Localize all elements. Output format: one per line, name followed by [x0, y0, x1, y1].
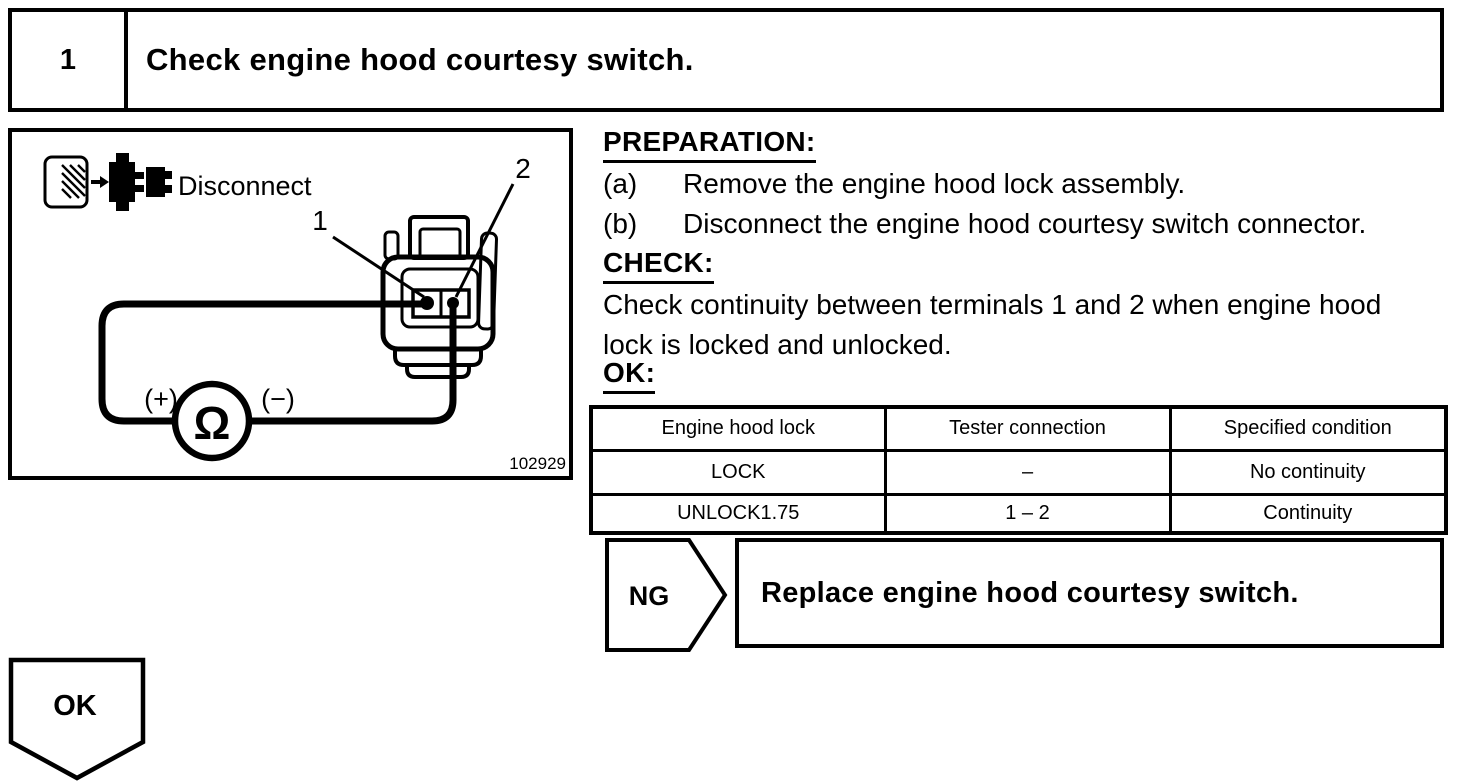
ohmmeter-icon	[175, 384, 249, 458]
ng-label: NG	[628, 581, 670, 611]
step-b-label: (b)	[603, 208, 638, 239]
connector-diagram	[383, 217, 497, 377]
step-a-label: (a)	[603, 168, 638, 199]
figure-box	[8, 128, 573, 480]
preparation-heading: PREPARATION:	[603, 126, 816, 163]
ng-arrow-shape	[600, 536, 732, 654]
col-header-tester-connection: Tester connection	[885, 407, 1170, 450]
page-title: Check engine hood courtesy switch.	[146, 42, 694, 77]
check-text	[603, 285, 1381, 365]
cell-unlock: UNLOCK1.75	[591, 494, 885, 533]
terminal-1-label: 1	[312, 205, 328, 236]
preparation-step-a	[603, 168, 1185, 200]
check-text-line-1: Check continuity between terminals 1 and 2 when engine hood	[603, 289, 1382, 320]
disconnect-symbol-icon	[45, 153, 172, 211]
ng-action-text: Replace engine hood courtesy switch.	[761, 576, 1299, 609]
ok-label: OK	[53, 690, 97, 722]
cell-unlock-condition: Continuity	[1170, 494, 1446, 533]
step-header	[8, 8, 1444, 112]
terminal-2-dot	[447, 297, 459, 309]
cell-lock-condition: No continuity	[1170, 450, 1446, 494]
cell-lock-connection: –	[885, 450, 1170, 494]
col-header-specified-condition: Specified condition	[1170, 407, 1446, 450]
ok-arrow-shape	[4, 654, 154, 784]
col-header-engine-hood-lock: Engine hood lock	[591, 407, 885, 450]
spec-table	[589, 405, 1448, 535]
terminal-2-leader-line	[456, 184, 513, 297]
ng-action-box	[735, 538, 1444, 648]
cell-unlock-connection: 1 – 2	[885, 494, 1170, 533]
ok-heading: OK:	[603, 357, 655, 394]
check-heading: CHECK:	[603, 247, 714, 284]
spec-table-header-row	[591, 407, 1446, 450]
table-row-unlock	[591, 494, 1446, 533]
step-b-text: Disconnect the engine hood courtesy switch connector.	[683, 208, 1367, 239]
figure-number: 102929	[509, 454, 566, 473]
wiring-diagram	[12, 132, 569, 476]
ohm-symbol: Ω	[193, 397, 231, 449]
check-text-line-2: lock is locked and unlocked.	[603, 329, 952, 360]
cell-lock: LOCK	[591, 450, 885, 494]
terminal-2-label: 2	[515, 153, 531, 184]
connector-pair-icon	[109, 153, 172, 211]
disconnect-label: Disconnect	[178, 171, 312, 201]
step-number: 1	[12, 12, 128, 108]
table-row-lock	[591, 450, 1446, 494]
meter-plus-label: (+)	[144, 384, 178, 414]
meter-minus-label: (−)	[261, 384, 295, 414]
step-a-text: Remove the engine hood lock assembly.	[683, 168, 1186, 199]
preparation-step-b	[603, 208, 1366, 240]
terminal-1-dot	[420, 296, 434, 310]
